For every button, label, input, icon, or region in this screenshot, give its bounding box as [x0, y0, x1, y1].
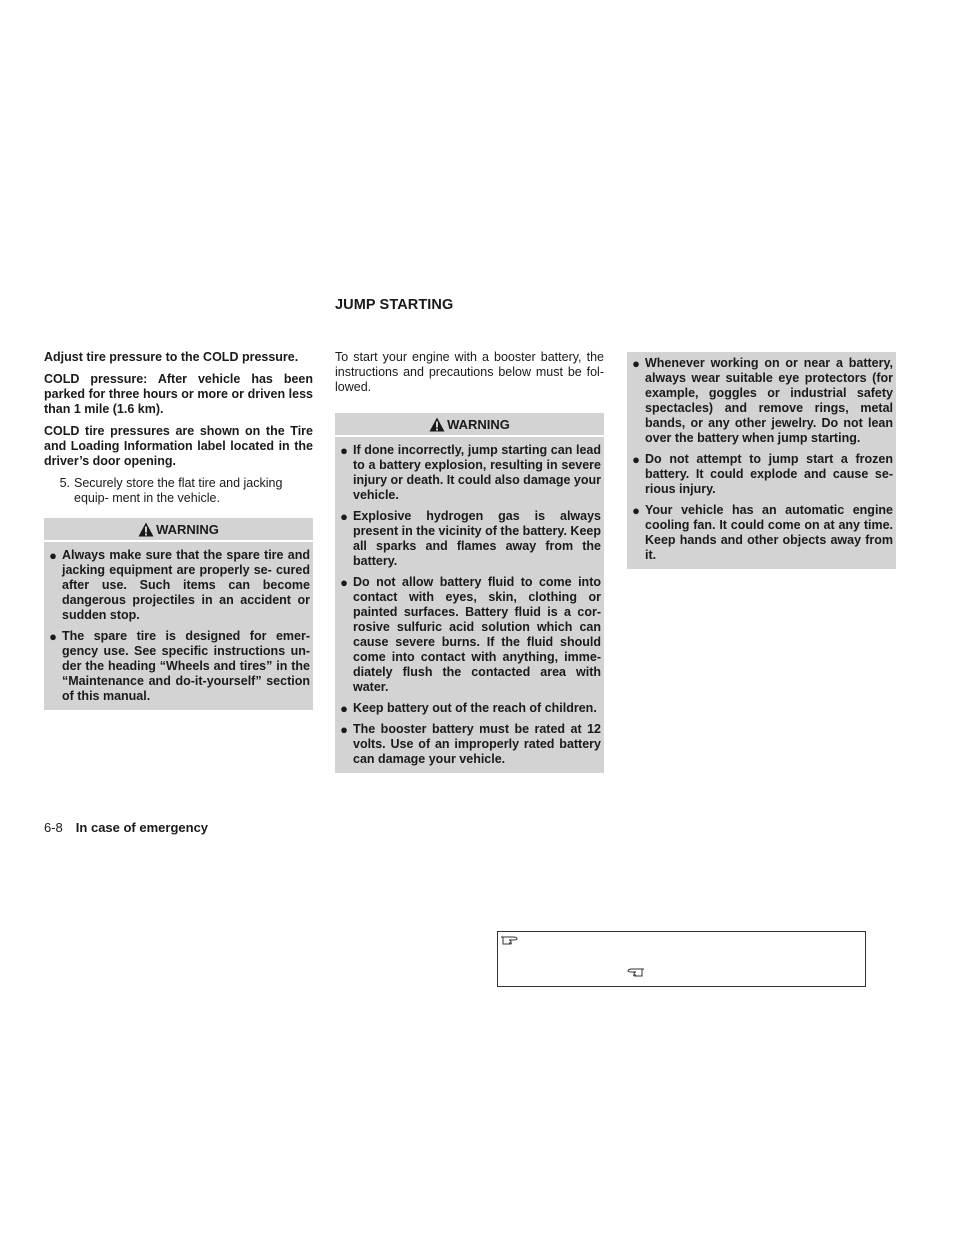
page-number: 6-8	[44, 820, 63, 835]
warning-triangle-icon	[429, 417, 445, 432]
warning-item: ● Your vehicle has an automatic engine cooling fan. It could come on at any time. Keep hands and other objects away from it.	[632, 503, 893, 562]
column-middle	[335, 350, 604, 773]
paragraph-label-location: COLD tire pressures are shown on the Tire and Loading Information label located in the driver’s door opening.	[44, 424, 313, 468]
warning-item: ● The spare tire is designed for emer- gency use. See specific instructions un- der the heading “Wheels and tires” in the “Maintenance and do-it-yourself” section of this manual.	[49, 629, 310, 703]
pointing-hand-icon	[625, 966, 645, 978]
warning-triangle-icon	[138, 522, 154, 537]
warning-item: ● Whenever working on or near a battery, always wear suitable eye protectors (for example, goggles or industrial safety spectacles) and remove rings, metal bands, or any other jewelry. Do not lean over the battery when jump starting.	[632, 356, 893, 445]
column-right	[627, 352, 896, 569]
warning-title: WARNING	[447, 416, 510, 432]
column-left	[44, 350, 313, 710]
warning-box-tire	[44, 518, 313, 710]
warning-box-jump-start	[335, 413, 604, 773]
warning-item: ● Do not attempt to jump start a frozen battery. It could explode and cause se- rious injury.	[632, 452, 893, 496]
warning-header	[44, 518, 313, 542]
chapter-title: In case of emergency	[75, 820, 209, 835]
warning-box-continued	[627, 352, 896, 569]
intro-paragraph: To start your engine with a booster battery, the instructions and precautions below must be fol- lowed.	[335, 350, 604, 394]
warning-item: ● If done incorrectly, jump starting can lead to a battery explosion, resulting in severe injury or death. It could also damage your vehicle.	[340, 443, 601, 502]
step-number: 5.	[59, 476, 70, 490]
step-text: Securely store the flat tire and jacking equip- ment in the vehicle.	[74, 476, 283, 505]
warning-list	[44, 548, 310, 704]
warning-title: WARNING	[156, 521, 219, 537]
reference-box	[497, 931, 866, 987]
warning-item: ● Explosive hydrogen gas is always present in the vicinity of the battery. Keep all sparks and flames away from the battery.	[340, 509, 601, 568]
paragraph-adjust-pressure: Adjust tire pressure to the COLD pressure.	[44, 350, 299, 364]
warning-header	[335, 413, 604, 437]
page-footer	[44, 820, 208, 835]
step-5	[44, 476, 313, 506]
pointing-hand-icon	[500, 934, 520, 946]
warning-item: ● Do not allow battery fluid to come into contact with eyes, skin, clothing or painted surfaces. Battery fluid is a cor- rosive sulfuric acid solution which can cause severe burns. If the fluid should come into contact with anything, imme- diately flush the contacted area with water.	[340, 575, 601, 694]
warning-list	[627, 356, 893, 563]
section-heading: JUMP STARTING	[335, 297, 454, 313]
warning-item: ● The booster battery must be rated at 12 volts. Use of an improperly rated battery can damage your vehicle.	[340, 722, 601, 766]
paragraph-cold-pressure: COLD pressure: After vehicle has been parked for three hours or more or driven less than 1 mile (1.6 km).	[44, 372, 313, 416]
warning-item: ● Always make sure that the spare tire and jacking equipment are properly se- cured after use. Such items can become dangerous projectiles in an accident or sudden stop.	[49, 548, 310, 622]
warning-item: ● Keep battery out of the reach of children.	[340, 701, 597, 716]
warning-list	[335, 443, 601, 767]
